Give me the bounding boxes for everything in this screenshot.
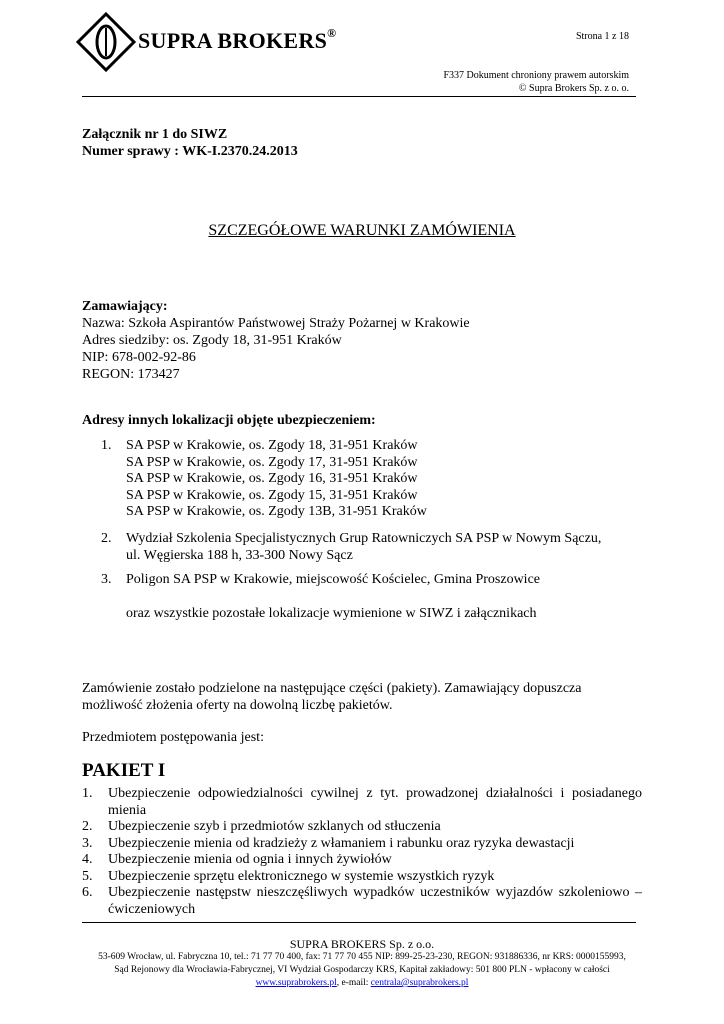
list-item: 2. Ubezpieczenie szyb i przedmiotów szklanych od stłuczenia (82, 819, 441, 834)
brand-name: SUPRA BROKERS® (138, 26, 337, 53)
subject-intro: Przedmiotem postępowania jest: (82, 730, 264, 745)
header-divider (82, 96, 636, 97)
logo-emblem-icon (76, 12, 136, 72)
ordering-party: Zamawiający: Nazwa: Szkoła Aspirantów Państwowej Straży Pożarnej w Krakowie Adres siedziby: os. Zgody 18, 31-951 Kraków NIP: 678-002-92-86 REGON: 173427 (82, 299, 470, 382)
annex-reference: Załącznik nr 1 do SIWZ Numer sprawy : WK-I.2370.24.2013 (82, 127, 298, 159)
footer-registry: Sąd Rejonowy dla Wrocławia-Fabrycznej, VI Wydział Gospodarczy KRS, Kapitał zakładowy: 501 800 PLN - wpłacony w całości (114, 965, 610, 975)
list-item: 4. Ubezpieczenie mienia od ognia i innych żywiołów (82, 852, 392, 867)
footer-address: 53-609 Wrocław, ul. Fabryczna 10, tel.: 71 77 70 400, fax: 71 77 70 455 NIP: 899-25-23-230, REGON: 931886336, nr KRS: 0000155993, (98, 952, 626, 962)
document-title: SZCZEGÓŁOWE WARUNKI ZAMÓWIENIA (208, 222, 516, 239)
list-item: 1. SA PSP w Krakowie, os. Zgody 18, 31-951 Kraków SA PSP w Krakowie, os. Zgody 17, 31-951 Kraków SA PSP w Krakowie, os. Zgody 16, 31-951 Kraków SA PSP w Krakowie, os. Zgody 15, 31-951 Kraków SA PSP w Krakowie, os. Zgody 13B, 31-951 Kraków (101, 438, 427, 519)
list-item: 2. Wydział Szkolenia Specjalistycznych Grup Ratowniczych SA PSP w Nowym Sączu, ul. Węgierska 188 h, 33-300 Nowy Sącz (101, 531, 602, 563)
locations-list (82, 572, 642, 589)
locations-list (82, 531, 642, 564)
footer (0, 937, 724, 990)
package-items (82, 786, 642, 918)
footer-contact: www.suprabrokers.pl, e-mail: centrala@suprabrokers.pl (255, 978, 469, 988)
locations-list (82, 438, 642, 521)
list-item: 3. Ubezpieczenie mienia od kradzieży z włamaniem i rabunku oraz ryzyka dewastacji (82, 835, 575, 851)
list-item: 1. Ubezpieczenie odpowiedzialności cywilnej z tyt. prowadzonej działalności i posiadanego mienia (82, 786, 642, 818)
website-link[interactable]: www.suprabrokers.pl (255, 978, 337, 988)
page-number: Strona 1 z 18 (575, 31, 629, 42)
list-item: 3. Poligon SA PSP w Krakowie, miejscowość Kościelec, Gmina Proszowice (101, 572, 540, 587)
division-paragraph: Zamówienie zostało podzielone na następujące części (pakiety). Zamawiający dopuszcza możliwość złożenia oferty na dowolną liczbę pakietów. (82, 681, 582, 713)
locations-heading: Adresy innych lokalizacji objęte ubezpieczeniem: (82, 413, 376, 428)
package-title: PAKIET I (82, 760, 166, 781)
email-link[interactable]: centrala@suprabrokers.pl (370, 978, 469, 988)
other-locations-note: oraz wszystkie pozostałe lokalizacje wymienione w SIWZ i załącznikach (126, 606, 537, 621)
footer-company: SUPRA BROKERS Sp. z o.o. (289, 937, 435, 951)
list-item: 5. Ubezpieczenie sprzętu elektronicznego w systemie wszystkich ryzyk (82, 868, 495, 884)
copyright-notice: F337 Dokument chroniony prawem autorskim © Supra Brokers Sp. z o. o. (443, 70, 629, 94)
list-item: 6. Ubezpieczenie następstw nieszczęśliwych wypadków uczestników wyjazdów szkoleniowo – ćwiczeniowych (82, 885, 642, 917)
company-logo (76, 12, 356, 72)
footer-divider (82, 922, 636, 923)
